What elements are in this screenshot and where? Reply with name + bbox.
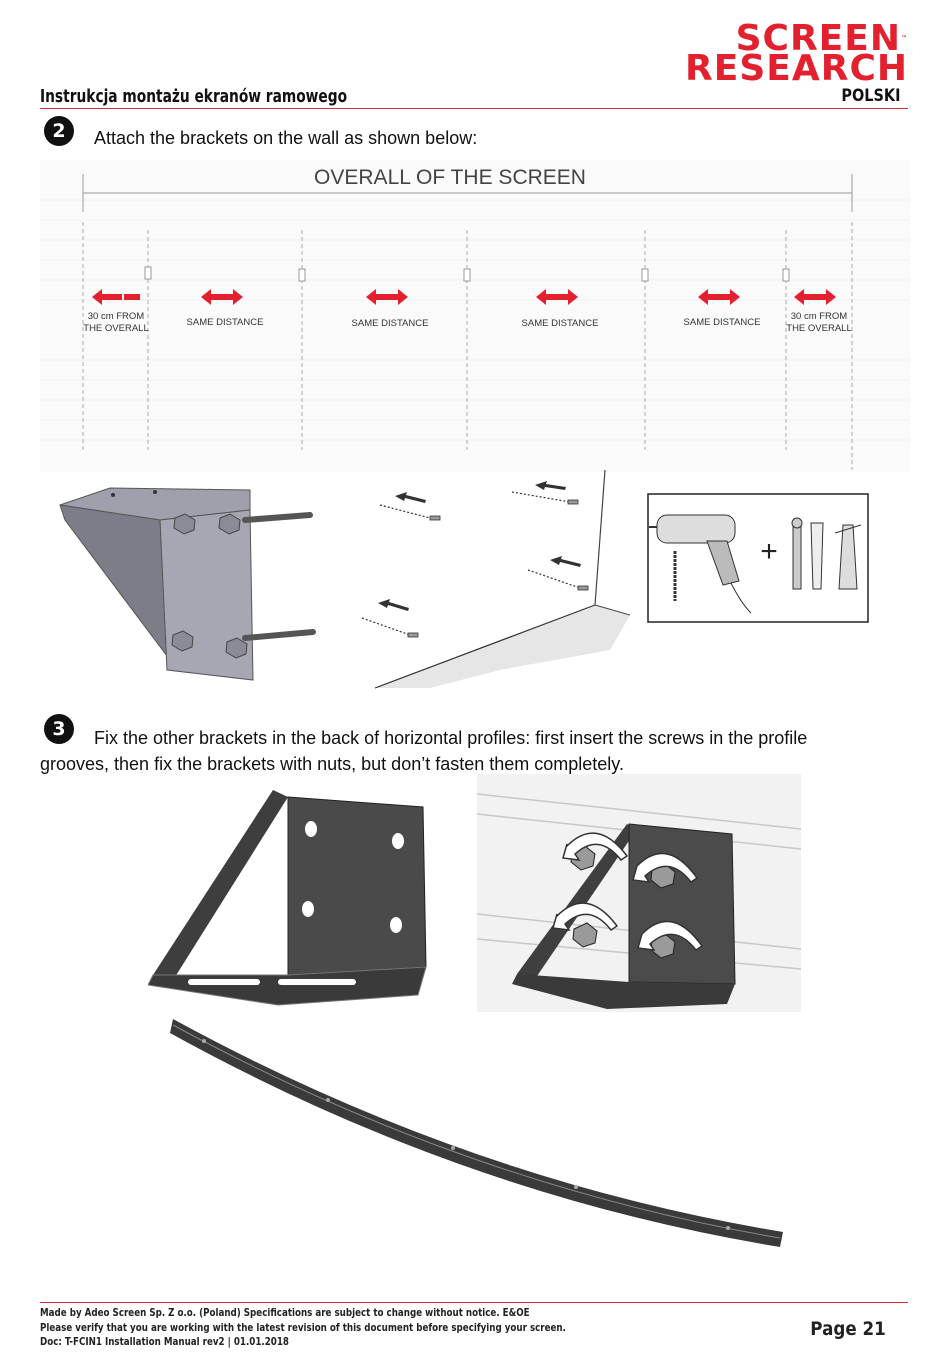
wall-plug-icon — [811, 523, 823, 589]
step-3-badge: 3 — [44, 714, 74, 744]
step-2-instruction: Attach the brackets on the wall as shown below: — [94, 128, 478, 148]
logo-line1: SCREEN — [735, 18, 901, 59]
wall-drilling-illustration — [350, 470, 630, 690]
horizontal-profile-illustration — [168, 1015, 790, 1250]
overall-label: OVERALL OF THE SCREEN — [314, 166, 586, 189]
insert-arrow-1 — [395, 492, 426, 503]
spacing-label-6a: 30 cm FROM — [790, 311, 848, 322]
document-title: Instrukcja montażu ekranów ramowego — [40, 86, 348, 107]
insert-arrow-4 — [378, 599, 409, 611]
logo-trademark: ™ — [901, 35, 908, 42]
header-rule — [40, 108, 908, 109]
bracket-on-profile-detail — [477, 774, 801, 1012]
spacing-label-3: SAME DISTANCE — [351, 318, 429, 329]
insert-arrow-3 — [550, 556, 581, 567]
tools-plus-sign: + — [760, 535, 778, 568]
page-number: Page 21 — [810, 1318, 886, 1340]
step-2-badge: 2 — [44, 116, 74, 146]
footer-rule — [40, 1302, 908, 1303]
brand-logo — [638, 18, 908, 89]
spacing-label-4: SAME DISTANCE — [521, 318, 599, 329]
step-3-instruction-line1: Fix the other brackets in the back of horizontal profiles: first insert the screws in the profile — [94, 728, 808, 748]
footer-line1: Made by Adeo Screen Sp. Z o.o. (Poland) Specifications are subject to change without notice. E&OE — [40, 1306, 530, 1319]
wall-bracket-illustration — [55, 480, 325, 690]
step-3-instruction-line2: grooves, then fix the brackets with nuts, but don’t fasten them completely. — [40, 754, 624, 774]
insert-arrow-2 — [535, 481, 566, 490]
spacing-label-1a: 30 cm FROM — [87, 311, 145, 322]
spacing-label-1b: THE OVERALL — [83, 323, 149, 334]
tools-required-box — [647, 493, 869, 623]
spacing-label-2: SAME DISTANCE — [186, 317, 264, 328]
spacing-label-6b: THE OVERALL — [786, 323, 852, 334]
footer-notes — [40, 1306, 566, 1350]
bracket-spacing-diagram — [40, 160, 910, 472]
screw-icon — [792, 518, 802, 589]
spacing-label-5: SAME DISTANCE — [683, 317, 761, 328]
logo-line2: RESEARCH — [685, 48, 908, 89]
language-label: POLSKI — [840, 86, 900, 106]
profile-bracket-illustration — [148, 785, 430, 1010]
footer-line3: Doc: T-FCIN1 Installation Manual rev2 | 01.01.2018 — [40, 1335, 289, 1348]
footer-line2: Please verify that you are working with the latest revision of this document before specifying your screen. — [40, 1320, 566, 1334]
